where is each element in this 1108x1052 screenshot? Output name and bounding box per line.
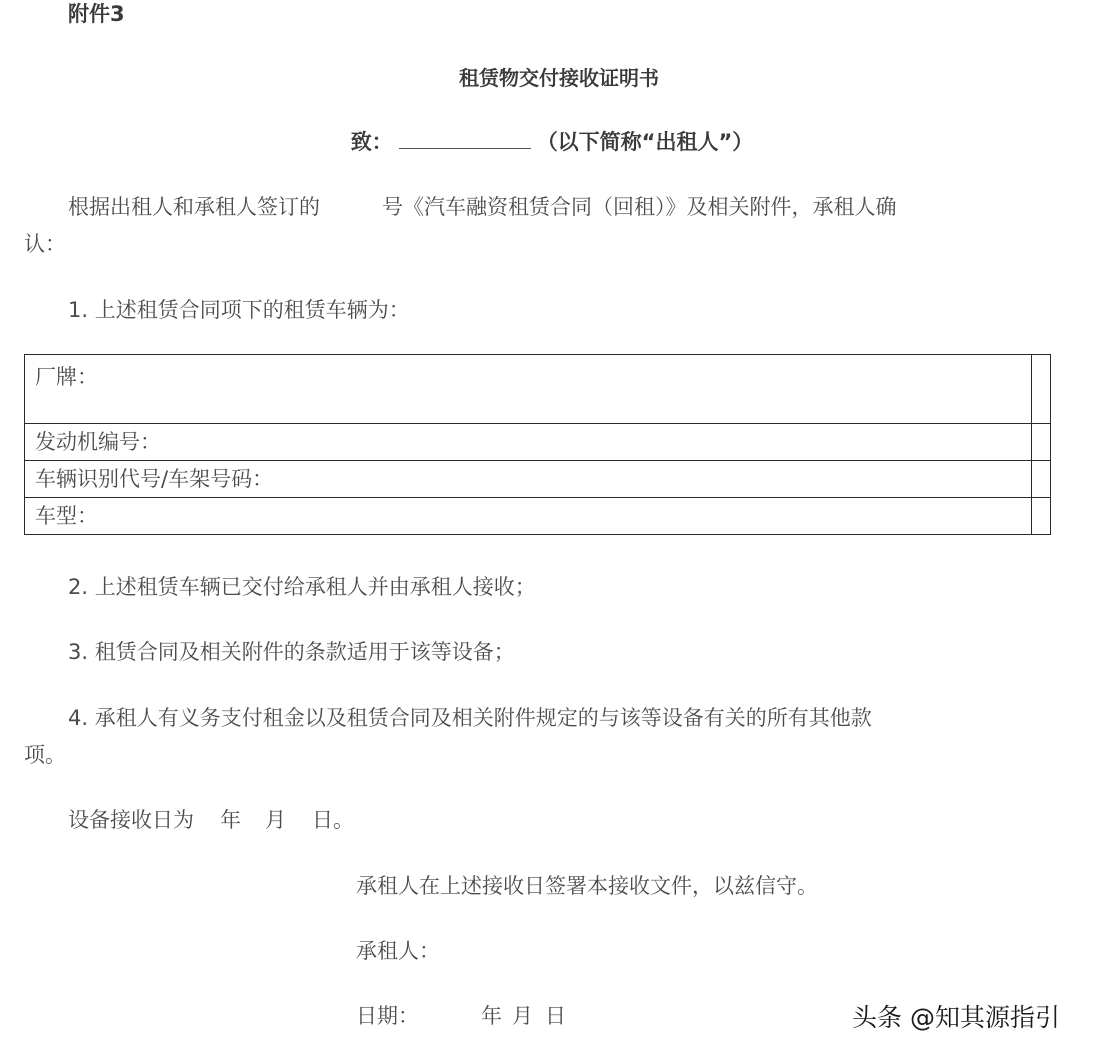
brand-cell[interactable] bbox=[25, 355, 1032, 424]
engine-number-cell[interactable] bbox=[25, 424, 1032, 461]
brand-side-cell[interactable] bbox=[1032, 355, 1051, 424]
intro-part2: 号《汽车融资租赁合同（回租）》及相关附件，承租人确 bbox=[382, 195, 897, 219]
table-row bbox=[25, 461, 1051, 498]
intro-continuation: 认： bbox=[24, 232, 66, 256]
brand-label: 厂牌： bbox=[35, 365, 98, 389]
sign-date-label: 日期： bbox=[356, 1004, 419, 1028]
document-title: 租赁物交付接收证明书 bbox=[459, 66, 659, 90]
clause-3: 3. 租赁合同及相关附件的条款适用于该等设备； bbox=[68, 640, 515, 664]
pledge-statement: 承租人在上述接收日签署本接收文件，以兹信守。 bbox=[356, 874, 818, 898]
clause-2: 2. 上述租赁车辆已交付给承租人并由承租人接收； bbox=[68, 575, 536, 599]
intro-paragraph bbox=[68, 193, 897, 221]
receive-month-label: 月 bbox=[265, 808, 286, 832]
sign-year-label: 年 bbox=[481, 1004, 502, 1028]
vin-cell[interactable] bbox=[25, 461, 1032, 498]
table-row bbox=[25, 355, 1051, 424]
clause-4: 4. 承租人有义务支付租金以及租赁合同及相关附件规定的与该等设备有关的所有其他款 bbox=[68, 706, 872, 730]
sign-date-line bbox=[356, 1002, 566, 1030]
vehicle-info-table bbox=[24, 354, 1051, 535]
engine-number-side-cell[interactable] bbox=[1032, 424, 1051, 461]
clause-4-continuation: 项。 bbox=[24, 743, 66, 767]
lessee-signature-line bbox=[356, 937, 440, 965]
lessee-label: 承租人： bbox=[356, 939, 440, 963]
addressee-line bbox=[0, 126, 1104, 156]
sign-month-label: 月 bbox=[512, 1004, 533, 1028]
receive-day-label: 日。 bbox=[312, 808, 354, 832]
addressee-suffix: （以下简称“出租人”） bbox=[536, 130, 754, 154]
sign-day-label: 日 bbox=[545, 1004, 566, 1028]
vin-side-cell[interactable] bbox=[1032, 461, 1051, 498]
engine-number-label: 发动机编号： bbox=[35, 430, 161, 454]
receive-year-label: 年 bbox=[220, 808, 241, 832]
receive-date-label: 设备接收日为 bbox=[68, 808, 194, 832]
clause-1: 1. 上述租赁合同项下的租赁车辆为： bbox=[68, 298, 410, 322]
model-label: 车型： bbox=[35, 504, 98, 528]
vin-label: 车辆识别代号/车架号码： bbox=[35, 467, 274, 491]
table-row bbox=[25, 498, 1051, 535]
addressee-prefix: 致： bbox=[350, 130, 393, 154]
attachment-label: 附件3 bbox=[68, 2, 125, 26]
lessor-name-blank[interactable] bbox=[399, 128, 531, 149]
model-cell[interactable] bbox=[25, 498, 1032, 535]
receive-date-line bbox=[68, 806, 354, 834]
watermark: 头条 @知其源指引 bbox=[852, 1003, 1060, 1032]
table-row bbox=[25, 424, 1051, 461]
model-side-cell[interactable] bbox=[1032, 498, 1051, 535]
intro-part1: 根据出租人和承租人签订的 bbox=[68, 195, 320, 219]
